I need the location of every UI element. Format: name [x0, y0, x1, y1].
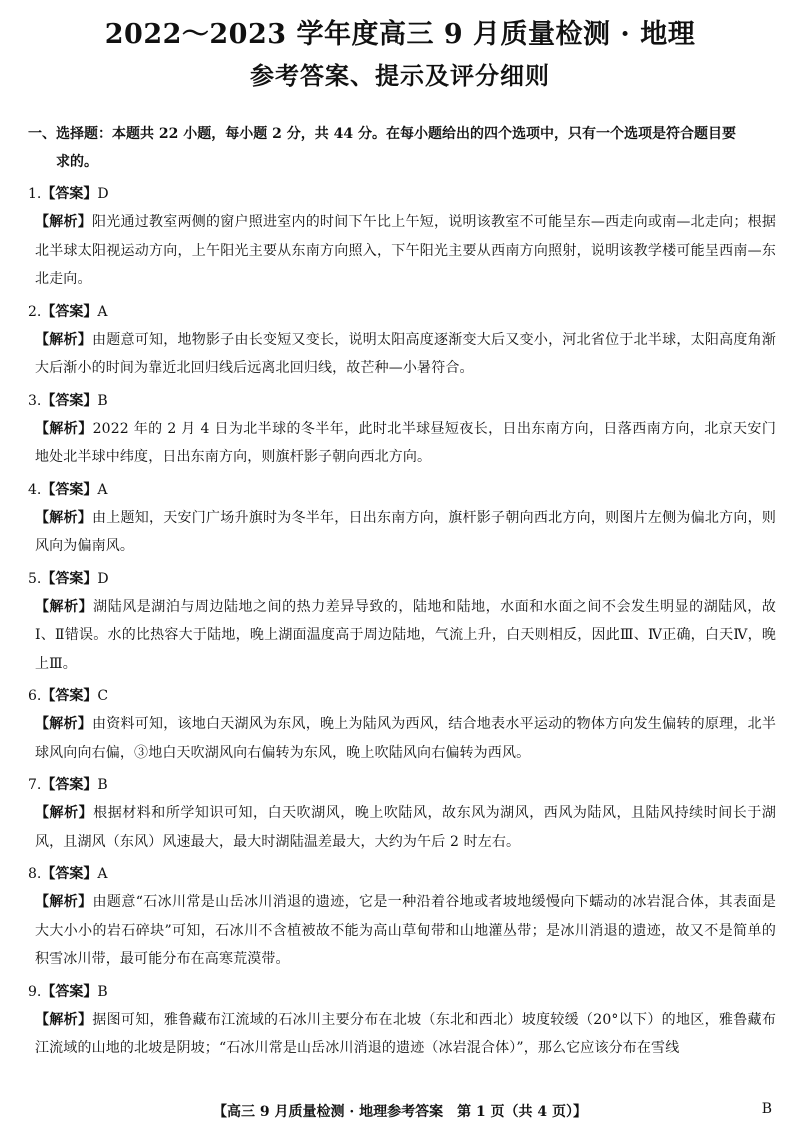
answer-tag: 【答案】: [41, 866, 98, 882]
answer-line: [28, 476, 776, 504]
explanation: [28, 208, 776, 294]
page-subtitle: 参考答案、提示及评分细则: [250, 61, 550, 90]
question-number: 5.: [28, 570, 42, 587]
question-item: [28, 860, 776, 974]
answer-letter: D: [97, 570, 109, 587]
explanation-text: 由上题知，天安门广场升旗时为冬半年，日出东南方向，旗杆影子朝向西北方向，则图片左侧为偏北方向，则风向为偏南风。: [35, 509, 776, 554]
question-number: 1.: [28, 186, 42, 202]
answer-letter: B: [97, 983, 108, 1000]
footer-version-letter: B: [761, 1101, 772, 1117]
explanation-text: 阳光通过教室两侧的窗户照进室内的时间下午比上午短，说明该教室不可能呈东—西走向或南—北走向；根据北半球太阳视运动方向，上午阳光主要从东南方向照入，下午阳光主要从西南方向照射，说明该教学楼可能呈西南—东北走向。: [35, 214, 776, 287]
explanation: [28, 799, 776, 856]
answer-letter: A: [97, 303, 108, 320]
answer-letter: A: [97, 481, 108, 498]
question-item: [28, 771, 776, 856]
page-footer: 【高三 9 月质量检测 · 地理参考答案 第 1 页（共 4 页）】: [212, 1104, 588, 1120]
explanation-text: 2022 年的 2 月 4 日为北半球的冬半年，此时北半球昼短夜长，日出东南方向，日落西南方向，北京天安门地处北半球中纬度，日出东南方向，则旗杆影子朝向西北方向。: [35, 420, 776, 465]
explanation-tag: 【解析】: [35, 1011, 93, 1028]
answer-line: [28, 771, 776, 799]
answer-tag: 【答案】: [41, 303, 98, 320]
question-item: [28, 387, 776, 472]
explanation-tag: 【解析】: [35, 805, 94, 821]
section-heading-line1: 一、选择题：本题共 22 小题，每小题 2 分，共 44 分。在每小题给出的四个选项中，只有一个选项是符合题目要: [28, 126, 736, 142]
question-item: [28, 298, 776, 383]
explanation: [28, 888, 776, 974]
answer-tag: 【答案】: [41, 983, 98, 1000]
question-item: [28, 682, 776, 767]
explanation: [28, 504, 776, 561]
question-number: 4.: [28, 481, 42, 498]
answer-letter: D: [97, 186, 109, 202]
explanation-tag: 【解析】: [35, 598, 94, 615]
question-item: [28, 180, 776, 294]
answer-tag: 【答案】: [41, 392, 98, 409]
answer-letter: B: [97, 392, 108, 409]
page-title: 2022～2023 学年度高三 9 月质量检测 · 地理: [104, 19, 696, 50]
answer-content: [28, 120, 776, 1063]
answer-line: [28, 180, 776, 208]
explanation: [28, 593, 776, 679]
explanation: [28, 326, 776, 383]
question-item: [28, 978, 776, 1063]
answer-line: [28, 298, 776, 326]
answer-tag: 【答案】: [41, 186, 98, 202]
question-number: 2.: [28, 303, 42, 320]
answer-line: [28, 565, 776, 593]
answer-letter: A: [97, 866, 108, 882]
answer-tag: 【答案】: [41, 688, 98, 704]
answer-line: [28, 860, 776, 888]
question-item: [28, 476, 776, 561]
answer-tag: 【答案】: [41, 570, 98, 587]
explanation-tag: 【解析】: [35, 894, 93, 910]
answer-line: [28, 978, 776, 1006]
question-number: 6.: [28, 688, 42, 704]
explanation-tag: 【解析】: [35, 509, 93, 526]
explanation-tag: 【解析】: [35, 331, 93, 348]
section-heading-line2: 求的。: [56, 154, 98, 170]
question-number: 3.: [28, 392, 42, 409]
explanation-text: 由资料可知，该地白天湖风为东风，晚上为陆风为西风，结合地表水平运动的物体方向发生偏转的原理，北半球风向向右偏，③地白天吹湖风向右偏转为东风，晚上吹陆风向右偏转为西风。: [35, 716, 776, 761]
answer-line: [28, 387, 776, 415]
explanation: [28, 1006, 776, 1063]
section-heading: [28, 120, 776, 176]
explanation: [28, 415, 776, 472]
explanation-text: 根据材料和所学知识可知，白天吹湖风，晚上吹陆风，故东风为湖风，西风为陆风，且陆风持续时间长于湖风，且湖风（东风）风速最大，最大时湖陆温差最大，大约为午后 2 时左右。: [35, 805, 776, 850]
explanation-tag: 【解析】: [35, 716, 93, 732]
question-list: [28, 180, 776, 1063]
explanation-text: 由题意“石冰川常是山岳冰川消退的遗迹，它是一种沿着谷地或者坡地缓慢向下蠕动的冰岩混合体，其表面是大大小小的岩石碎块”可知，石冰川不含植被故不能为高山草甸带和山地灌丛带；是冰川消退的遗迹，故又不是简单的积雪冰川带，最可能分布在高寒荒漠带。: [35, 894, 776, 967]
explanation-text: 据图可知，雅鲁藏布江流域的石冰川主要分布在北坡（东北和西北）坡度较缓（20°以下）的地区，雅鲁藏布江流域的山地的北坡是阴坡；“石冰川常是山岳冰川消退的遗迹（冰岩混合体）”，那么它应该分布在雪线: [35, 1011, 776, 1056]
answer-tag: 【答案】: [41, 481, 98, 498]
answer-tag: 【答案】: [41, 777, 98, 793]
question-number: 8.: [28, 866, 42, 882]
question-item: [28, 565, 776, 679]
question-number: 9.: [28, 983, 42, 1000]
question-number: 7.: [28, 777, 42, 793]
answer-letter: C: [97, 688, 109, 704]
explanation-tag: 【解析】: [35, 214, 93, 230]
explanation-text: 湖陆风是湖泊与周边陆地之间的热力差异导致的，陆地和陆地，水面和水面之间不会发生明显的湖陆风，故Ⅰ、Ⅱ错误。水的比热容大于陆地，晚上湖面温度高于周边陆地，气流上升，白天则相反，因此Ⅲ、Ⅳ正确，白天Ⅳ，晚上Ⅲ。: [35, 598, 776, 672]
explanation-tag: 【解析】: [35, 420, 93, 437]
explanation-text: 由题意可知，地物影子由长变短又变长，说明太阳高度逐渐变大后又变小，河北省位于北半球，太阳高度角渐大后渐小的时间为靠近北回归线后远离北回归线，故芒种—小暑符合。: [35, 331, 776, 376]
answer-letter: B: [97, 777, 108, 793]
explanation: [28, 710, 776, 767]
answer-line: [28, 682, 776, 710]
